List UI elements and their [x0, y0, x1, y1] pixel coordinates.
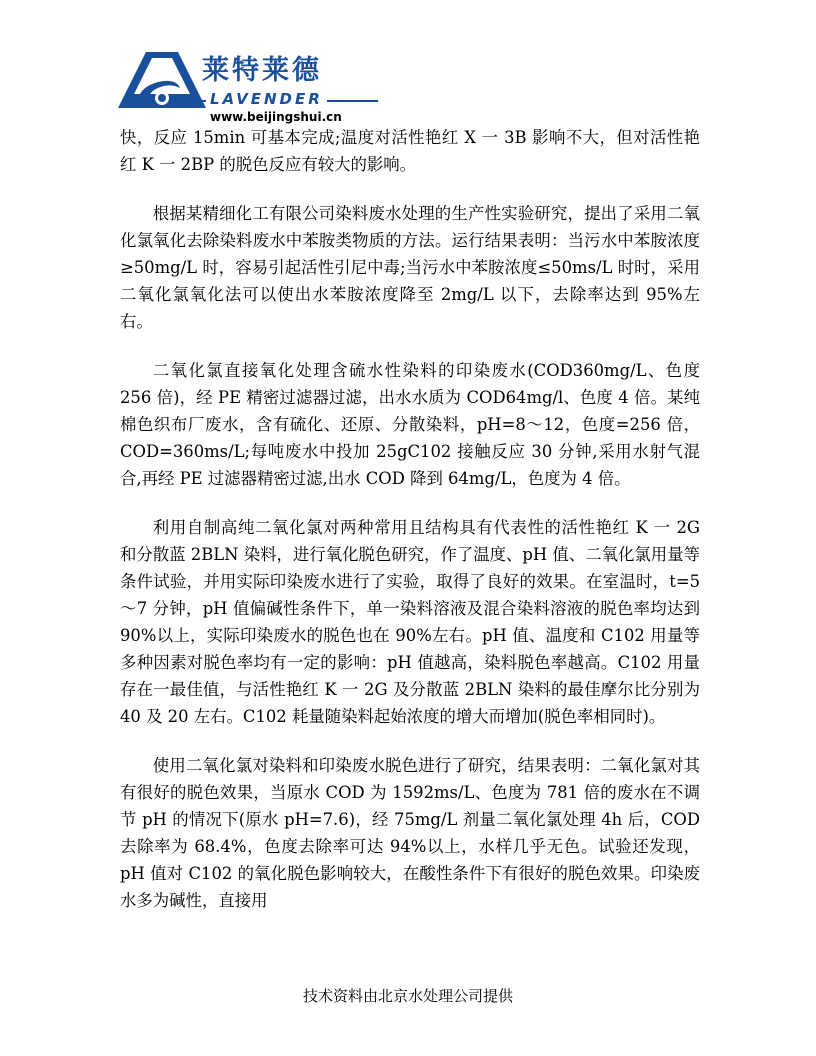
paragraph: 使用二氧化氯对染料和印染废水脱色进行了研究，结果表明：二氧化氯对其有很好的脱色效果，当原水 COD 为 1592ms/L、色度为 781 倍的废水在不调节 pH 的情况下(原水 pH=7.6)，经 75mg/L 剂量二氧化氯处理 4h 后，COD 去除率为 68.4%，色度去除率可达 94%以上，水样几乎无色。试验还发现，pH 值对 C102 的氧化脱色影响较大，在酸性条件下有很好的脱色效果。印染废水多为碱性，直接用: [120, 756, 700, 910]
logo-website-url: www.beijingshui.cn: [210, 110, 342, 124]
paragraph: 二氧化氯直接氧化处理含硫水性染料的印染废水(COD360mg/L、色度 256 倍)，经 PE 精密过滤器过滤，出水水质为 COD64mg/l、色度 4 倍。某纯棉色织布厂废水，含有硫化、还原、分散染料，pH=8～12，色度=256 倍，COD=360ms/L;每吨废水中投加 25gC102 接触反应 30 分钟,采用水射气混合,再经 PE 过滤器精密过滤,出水 COD 降到 64mg/L，色度为 4 倍。: [120, 361, 700, 488]
company-logo: [118, 44, 418, 124]
page-footer: 技术资料由北京水处理公司提供: [302, 987, 513, 1005]
document-body: [120, 124, 700, 936]
paragraph: 利用自制高纯二氧化氯对两种常用且结构具有代表性的活性艳红 K 一 2G 和分散蓝 2BLN 染料，进行氧化脱色研究，作了温度、pH 值、二氧化氯用量等条件试验，并用实际印染废水进行了实验，取得了良好的效果。在室温时，t=5～7 分钟，pH 值偏碱性条件下，单一染料溶液及混合染料溶液的脱色率均达到 90%以上，实际印染废水的脱色也在 90%左右。pH 值、温度和 C102 用量等多种因素对脱色率均有一定的影响：pH 值越高，染料脱色率越高。C102 用量存在一最佳值，与活性艳红 K 一 2G 及分散蓝 2BLN 染料的最佳摩尔比分别为 40 及 20 左右。C102 耗量随染料起始浓度的增大而增加(脱色率相同时)。: [120, 518, 700, 726]
paragraph-continuation: 快，反应 15min 可基本完成;温度对活性艳红 X 一 3B 影响不大，但对活性艳红 K 一 2BP 的脱色反应有较大的影响。: [120, 128, 700, 174]
paragraph: 根据某精细化工有限公司染料废水处理的生产性实验研究，提出了采用二氧化氯氧化去除染料废水中苯胺类物质的方法。运行结果表明：当污水中苯胺浓度≥50mg/L 时，容易引起活性引尼中毒;当污水中苯胺浓度≤50ms/L 时时，采用二氧化氯氧化法可以使出水苯胺浓度降至 2mg/L 以下，去除率达到 95%左右。: [120, 204, 700, 331]
logo-chinese-name: 莱特莱德: [202, 55, 322, 86]
logo-english-name: LAVENDER: [206, 90, 327, 108]
